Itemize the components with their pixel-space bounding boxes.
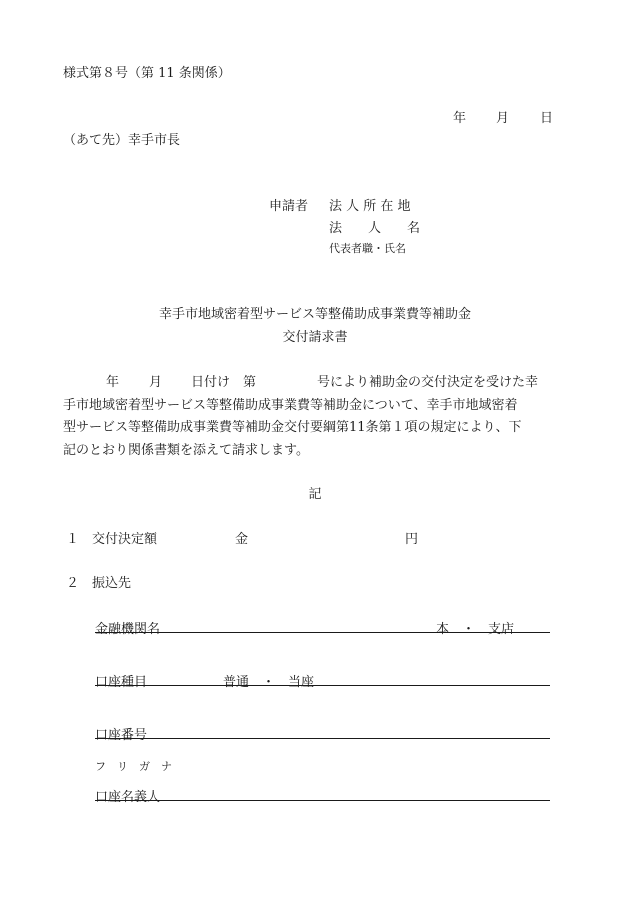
body-line1-rest: 号により補助金の交付決定を受けた幸 — [317, 375, 539, 390]
date-day: 日 — [540, 111, 554, 126]
form-label: 様式第８号（第 11 条関係） — [63, 66, 231, 81]
furigana-label: フ リ ガ ナ — [95, 760, 172, 773]
body-line4: 記のとおり関係書類を添えて請求します。 — [63, 443, 309, 458]
account-type-label: 口座種目 — [95, 675, 148, 690]
account-number-underline — [95, 738, 550, 739]
applicant-label: 申請者 — [269, 199, 309, 214]
item1-number: １ — [66, 532, 80, 547]
body-dated: 日付け 第 — [191, 375, 257, 390]
body-line2: 手市地域密着型サービス等整備助成事業費等補助金について、幸手市地域密着 — [63, 398, 518, 413]
account-number-label: 口座番号 — [95, 728, 148, 743]
grant-amount-label: 交付決定額 — [92, 532, 158, 547]
account-type-underline — [95, 685, 550, 686]
date-month: 月 — [496, 111, 510, 126]
yen-label: 円 — [405, 532, 419, 547]
body-year: 年 — [106, 375, 120, 390]
financial-institution-label: 金融機関名 — [95, 622, 161, 637]
corporate-address-label: 法 人 所 在 地 — [329, 199, 411, 214]
transfer-label: 振込先 — [92, 576, 132, 591]
document-title-line2: 交付請求書 — [282, 330, 348, 345]
body-line3: 型サービス等整備助成事業費等補助金交付要綱第11条第１項の規定により、下 — [63, 420, 522, 435]
financial-institution-underline — [95, 632, 550, 633]
kin-label: 金 — [235, 532, 249, 547]
representative-label: 代表者職・氏名 — [329, 242, 406, 255]
item2-number: ２ — [66, 576, 80, 591]
branch-options: 本 ・ 支店 — [436, 622, 515, 637]
document-title-line1: 幸手市地域密着型サービス等整備助成事業費等補助金 — [158, 307, 471, 322]
corporate-name-label: 法 人 名 — [329, 221, 421, 236]
account-type-options: 普通 ・ 当座 — [223, 675, 315, 690]
addressee: （あて先）幸手市長 — [63, 133, 181, 148]
record-heading: 記 — [308, 487, 322, 502]
body-month: 月 — [149, 375, 163, 390]
account-holder-label: 口座名義人 — [95, 790, 161, 805]
date-year: 年 — [453, 111, 467, 126]
account-holder-underline — [95, 800, 550, 801]
